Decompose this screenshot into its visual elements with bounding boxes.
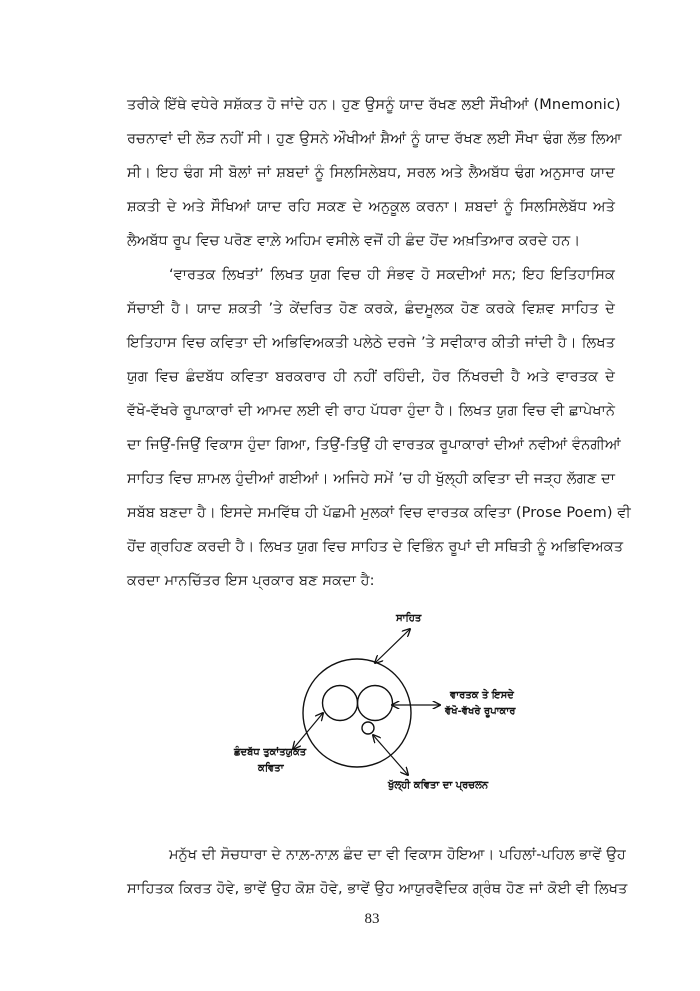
prose-label-line2: ਵੱਖੋ-ਵੱਖਰੇ ਰੂਪਾਕਾਰ xyxy=(445,706,516,717)
page-number: 83 xyxy=(364,911,380,927)
metrical-label-line2: ਕਵਿਤਾ xyxy=(258,763,284,774)
metrical-poetry-arrow xyxy=(293,713,323,749)
text-line: ਰਚਨਾਵਾਂ ਦੀ ਲੋੜ ਨਹੀਂ ਸੀ। ਹੁਣ ਉਸਨੇ ਔਖੀਆਂ ਸ਼ੈਆਂ ਨੂੰ ਯਾਦ ਰੱਖਣ ਲਈ ਸੌਖਾ ਢੰਗ ਲੱਭ ਲਿਆ xyxy=(127,131,622,147)
metrical-label-line1: ਛੰਦਬੱਧ ਤੁਕਾਂਤਯੁਕਤ xyxy=(234,747,307,758)
text-line: ਸੀ। ਇਹ ਢੰਗ ਸੀ ਬੋਲਾਂ ਜਾਂ ਸ਼ਬਦਾਂ ਨੂੰ ਸਿਲਸਿਲੇਬਧ, ਸਰਲ ਅਤੇ ਲੈਅਬੱਧ ਢੰਗ ਅਨੁਸਾਰ ਯਾਦ xyxy=(127,165,615,181)
free-verse-circle xyxy=(362,722,374,734)
text-line: ਸਾਹਿਤ ਵਿਚ ਸ਼ਾਮਲ ਹੁੰਦੀਆਂ ਗਈਆਂ। ਅਜਿਹੇ ਸਮੇਂ ’ਚ ਹੀ ਖੁੱਲ੍ਹੀ ਕਵਿਤਾ ਦੀ ਜੜ੍ਹ ਲੱਗਣ ਦਾ xyxy=(127,471,615,487)
text-line: ਹੋਂਦ ਗ੍ਰਹਿਣ ਕਰਦੀ ਹੈ। ਲਿਖਤ ਯੁਗ ਵਿਚ ਸਾਹਿਤ ਦੇ ਵਿਭਿੰਨ ਰੂਪਾਂ ਦੀ ਸਥਿਤੀ ਨੂੰ ਅਭਿਵਿਅਕਤ xyxy=(127,539,624,555)
metrical-poetry-circle xyxy=(323,686,358,721)
text-line: ਕਰਦਾ ਮਾਨਚਿੱਤਰ ਇਸ ਪ੍ਰਕਾਰ ਬਣ ਸਕਦਾ ਹੈ: xyxy=(127,573,375,589)
outer-circle-arrow xyxy=(375,629,410,663)
text-line: ਯੁਗ ਵਿਚ ਛੰਦਬੱਧ ਕਵਿਤਾ ਬਰਕਰਾਰ ਹੀ ਨਹੀਂ ਰਹਿੰਦੀ, ਹੋਰ ਨਿੱਖਰਦੀ ਹੈ ਅਤੇ ਵਾਰਤਕ ਦੇ xyxy=(127,369,615,385)
text-line: ਸ਼ਕਤੀ ਦੇ ਅਤੇ ਸੌਖਿਆਂ ਯਾਦ ਰਹਿ ਸਕਣ ਦੇ ਅਨੁਕੂਲ ਕਰਨਾ। ਸ਼ਬਦਾਂ ਨੂੰ ਸਿਲਸਿਲੇਬੱਧ ਅਤੇ xyxy=(127,199,615,215)
text-line: ਸਾਹਿਤਕ ਕਿਰਤ ਹੋਵੇ, ਭਾਵੇਂ ਉਹ ਕੋਸ਼ ਹੋਵੇ, ਭਾਵੇਂ ਉਹ ਆਯੁਰਵੈਦਿਕ ਗ੍ਰੰਥ ਹੋਣ ਜਾਂ ਕੋਈ ਵੀ ਲਿਖਤ xyxy=(127,881,628,897)
text-line: ਸਬੱਬ ਬਣਦਾ ਹੈ। ਇਸਦੇ ਸਮਵਿੱਥ ਹੀ ਪੱਛਮੀ ਮੁਲਕਾਂ ਵਿਚ ਵਾਰਤਕ ਕਵਿਤਾ (Prose Poem) ਵੀ xyxy=(127,505,631,521)
free-verse-label: ਖੁੱਲ੍ਹੀ ਕਵਿਤਾ ਦਾ ਪ੍ਰਚਲਨ xyxy=(388,780,489,791)
text-line: ਤਰੀਕੇ ਇੱਥੇ ਵਧੇਰੇ ਸਸ਼ੱਕਤ ਹੋ ਜਾਂਦੇ ਹਨ। ਹੁਣ ਉਸਨੂੰ ਯਾਦ ਰੱਖਣ ਲਈ ਸੌਖੀਆਂ (Mnemonic) xyxy=(127,97,621,113)
text-line: ਦਾ ਜਿਉਂ-ਜਿਉਂ ਵਿਕਾਸ ਹੁੰਦਾ ਗਿਆ, ਤਿਉਂ-ਤਿਉਂ ਹੀ ਵਾਰਤਕ ਰੂਪਾਕਾਰਾਂ ਦੀਆਂ ਨਵੀਆਂ ਵੰਨਗੀਆਂ xyxy=(127,437,621,453)
prose-label-line1: ਵਾਰਤਕ ਤੇ ਇਸਦੇ xyxy=(450,690,514,701)
literature-outer-circle xyxy=(303,659,411,767)
text-line: ਸੱਚਾਈ ਹੈ। ਯਾਦ ਸ਼ਕਤੀ ’ਤੇ ਕੇਂਦਰਿਤ ਹੋਣ ਕਰਕੇ, ਛੰਦਮੂਲਕ ਹੋਣ ਕਰਕੇ ਵਿਸ਼ਵ ਸਾਹਿਤ ਦੇ xyxy=(127,301,615,317)
outer-circle-label: ਸਾਹਿਤ xyxy=(396,613,422,624)
text-line: ਇਤਿਹਾਸ ਵਿਚ ਕਵਿਤਾ ਦੀ ਅਭਿਵਿਅਕਤੀ ਪਲੇਠੇ ਦਰਜੇ ’ਤੇ ਸਵੀਕਾਰ ਕੀਤੀ ਜਾਂਦੀ ਹੈ। ਲਿਖਤ xyxy=(127,335,615,351)
text-line: ‘ਵਾਰਤਕ ਲਿਖਤਾਂ’ ਲਿਖਤ ਯੁਗ ਵਿਚ ਹੀ ਸੰਭਵ ਹੋ ਸਕਦੀਆਂ ਸਨ; ਇਹ ਇਤਿਹਾਸਿਕ xyxy=(169,267,615,283)
text-line: ਵੱਖੋ-ਵੱਖਰੇ ਰੂਪਾਕਾਰਾਂ ਦੀ ਆਮਦ ਲਈ ਵੀ ਰਾਹ ਪੱਧਰਾ ਹੁੰਦਾ ਹੈ। ਲਿਖਤ ਯੁਗ ਵਿਚ ਵੀ ਛਾਪੇਖਾਨੇ xyxy=(127,403,615,419)
text-line: ਲੈਅਬੱਧ ਰੂਪ ਵਿਚ ਪਰੋਣ ਵਾਲ਼ੇ ਅਹਿਮ ਵਸੀਲੇ ਵਜੋਂ ਹੀ ਛੰਦ ਹੋਂਦ ਅਖ਼ਤਿਆਰ ਕਰਦੇ ਹਨ। xyxy=(127,233,581,249)
text-line: ਮਨੁੱਖ ਦੀ ਸੋਚਧਾਰਾ ਦੇ ਨਾਲ਼-ਨਾਲ਼ ਛੰਦ ਦਾ ਵੀ ਵਿਕਾਸ ਹੋਇਆ। ਪਹਿਲਾਂ-ਪਹਿਲ ਭਾਵੇਂ ਉਹ xyxy=(169,847,626,863)
prose-forms-circle xyxy=(358,686,393,721)
free-verse-arrow xyxy=(373,735,408,775)
